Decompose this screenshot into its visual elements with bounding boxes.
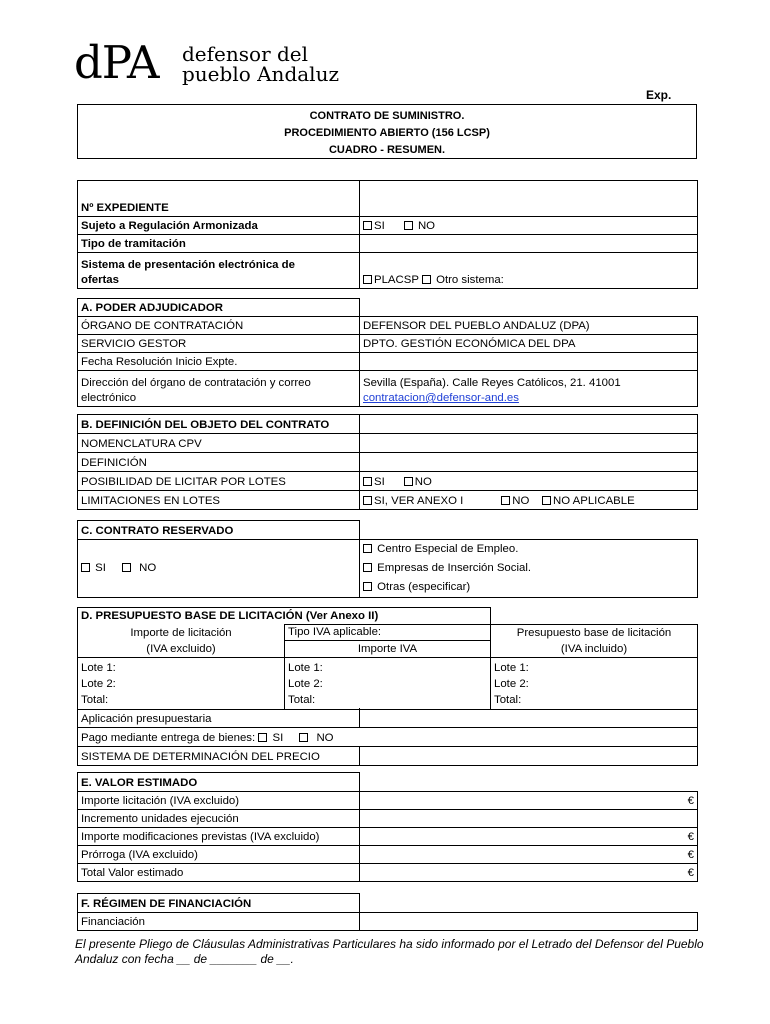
expediente-value[interactable] <box>360 199 698 217</box>
iva-lotes: Lote 1: Lote 2: Total: <box>285 658 491 710</box>
checkbox-empresas[interactable] <box>363 563 372 572</box>
reservado-options: SI NO <box>78 540 360 598</box>
title-line-2: PROCEDIMIENTO ABIERTO (156 LCSP) <box>284 127 490 139</box>
col-tipo-iva-header: Tipo IVA aplicable: <box>285 625 491 641</box>
email-link[interactable]: contratacion@defensor-and.es <box>363 392 519 404</box>
section-e-title: E. VALOR ESTIMADO <box>78 773 360 792</box>
incremento-label: Incremento unidades ejecución <box>78 810 360 828</box>
presupuesto-lotes: Lote 1: Lote 2: Total: <box>491 658 698 710</box>
reservado-types: Centro Especial de Empleo. Empresas de Inserción Social. Otras (especificar) <box>360 540 698 598</box>
section-f-table <box>77 893 698 931</box>
total-valor-value[interactable]: € <box>360 864 698 882</box>
section-a-title: A. PODER ADJUDICADOR <box>78 299 360 317</box>
financiacion-label: Financiación <box>78 913 360 931</box>
checkbox-otro[interactable] <box>422 275 431 284</box>
limitaciones-label: LIMITACIONES EN LOTES <box>78 491 360 510</box>
organo-label: ÓRGANO DE CONTRATACIÓN <box>78 317 360 335</box>
checkbox-otras[interactable] <box>363 582 372 591</box>
financiacion-value[interactable] <box>360 913 698 931</box>
checkbox-si[interactable] <box>363 221 372 230</box>
document-title-box <box>77 104 697 159</box>
tipo-value[interactable] <box>360 235 698 253</box>
general-table <box>77 180 698 289</box>
checkbox-no[interactable] <box>404 221 413 230</box>
section-e-table <box>77 772 698 882</box>
logo-line-2: pueblo Andaluz <box>182 62 339 86</box>
total-valor-label: Total Valor estimado <box>78 864 360 882</box>
posibilidad-options: SI NO <box>360 472 698 491</box>
section-c-title: C. CONTRATO RESERVADO <box>78 521 360 540</box>
importe-lotes: Lote 1: Lote 2: Total: <box>78 658 285 710</box>
sistema-options: PLACSP Otro sistema: <box>360 253 698 289</box>
col-presupuesto-header: Presupuesto base de licitación <box>491 625 698 641</box>
footer-note: El presente Pliego de Cláusulas Administrativas Particulares ha sido informado por el Letrado del Defensor del Pueblo Andaluz con fecha __ de _______ de __. <box>75 937 704 966</box>
section-d-table: D. PRESUPUESTO BASE DE LICITACIÓN (Ver Anexo II) Importe de licitación Tipo IVA aplicable: Presupuesto base de licitación (IVA excluido) Importe IVA (IVA incluido) Lote 1: Lote 2: Total: Lote 1: Lote 2: Total: Lote 1: Lote 2: Total: <box>77 607 698 710</box>
checkbox-no[interactable] <box>122 563 131 572</box>
logo-line-1: defensor del <box>182 42 309 66</box>
checkbox-si[interactable] <box>363 477 372 486</box>
checkbox-si[interactable] <box>81 563 90 572</box>
importe-licitacion-value[interactable]: € <box>360 792 698 810</box>
sujeto-label: Sujeto a Regulación Armonizada <box>78 217 360 235</box>
section-c-table <box>77 520 698 598</box>
col-importe-header: Importe de licitación <box>78 625 285 641</box>
prorroga-value[interactable]: € <box>360 846 698 864</box>
title-line-3: CUADRO - RESUMEN. <box>328 144 446 156</box>
checkbox-no[interactable] <box>404 477 413 486</box>
section-d-extra-table <box>77 708 698 766</box>
aplicacion-value[interactable] <box>360 708 698 727</box>
section-b-table <box>77 414 698 510</box>
direccion-label: Dirección del órgano de contratación y correo electrónico <box>78 371 360 407</box>
section-f-title: F. RÉGIMEN DE FINANCIACIÓN <box>78 894 360 913</box>
importe-licitacion-label: Importe licitación (IVA excluido) <box>78 792 360 810</box>
expediente-label: Nº EXPEDIENTE <box>78 199 360 217</box>
section-a-table <box>77 298 698 407</box>
sistema-label: Sistema de presentación electrónica de ofertas <box>78 253 360 289</box>
fecha-value[interactable] <box>360 353 698 371</box>
servicio-value: DPTO. GESTIÓN ECONÓMICA DEL DPA <box>360 335 698 353</box>
servicio-label: SERVICIO GESTOR <box>78 335 360 353</box>
pago-row: Pago mediante entrega de bienes: SI NO <box>78 727 698 746</box>
fecha-label: Fecha Resolución Inicio Expte. <box>78 353 360 371</box>
cpv-value[interactable] <box>360 434 698 453</box>
posibilidad-label: POSIBILIDAD DE LICITAR POR LOTES <box>78 472 360 491</box>
option-no-label: NO <box>417 220 436 232</box>
section-d-title: D. PRESUPUESTO BASE DE LICITACIÓN (Ver Anexo II) <box>78 608 491 625</box>
sistema-precio-value[interactable] <box>360 746 698 765</box>
incremento-value[interactable] <box>360 810 698 828</box>
logo-mark: dPA <box>74 36 159 89</box>
checkbox-placsp[interactable] <box>363 275 372 284</box>
title-line-1: CONTRATO DE SUMINISTRO. <box>309 110 465 122</box>
col-importe-iva-header: Importe IVA <box>285 641 491 658</box>
sistema-precio-label: SISTEMA DE DETERMINACIÓN DEL PRECIO <box>78 746 360 765</box>
sujeto-options <box>360 217 698 235</box>
cpv-label: NOMENCLATURA CPV <box>78 434 360 453</box>
prorroga-label: Prórroga (IVA excluido) <box>78 846 360 864</box>
aplicacion-label: Aplicación presupuestaria <box>78 708 360 727</box>
checkbox-centro[interactable] <box>363 544 372 553</box>
tipo-label: Tipo de tramitación <box>78 235 360 253</box>
checkbox-no-aplicable[interactable] <box>542 496 551 505</box>
logo-text <box>182 44 339 84</box>
organo-value: DEFENSOR DEL PUEBLO ANDALUZ (DPA) <box>360 317 698 335</box>
direccion-value: Sevilla (España). Calle Reyes Católicos, 21. 41001 contratacion@defensor-and.es <box>360 371 698 407</box>
option-si-label: SI <box>374 220 385 232</box>
checkbox-no[interactable] <box>299 733 308 742</box>
checkbox-si[interactable] <box>258 733 267 742</box>
exp-label: Exp. <box>646 88 672 102</box>
definicion-label: DEFINICIÓN <box>78 453 360 472</box>
checkbox-si-anexo[interactable] <box>363 496 372 505</box>
limitaciones-options: SI, VER ANEXO I NO NO APLICABLE <box>360 491 698 510</box>
modificaciones-label: Importe modificaciones previstas (IVA excluido) <box>78 828 360 846</box>
section-b-title: B. DEFINICIÓN DEL OBJETO DEL CONTRATO <box>78 415 360 434</box>
definicion-value[interactable] <box>360 453 698 472</box>
modificaciones-value[interactable]: € <box>360 828 698 846</box>
checkbox-no[interactable] <box>501 496 510 505</box>
